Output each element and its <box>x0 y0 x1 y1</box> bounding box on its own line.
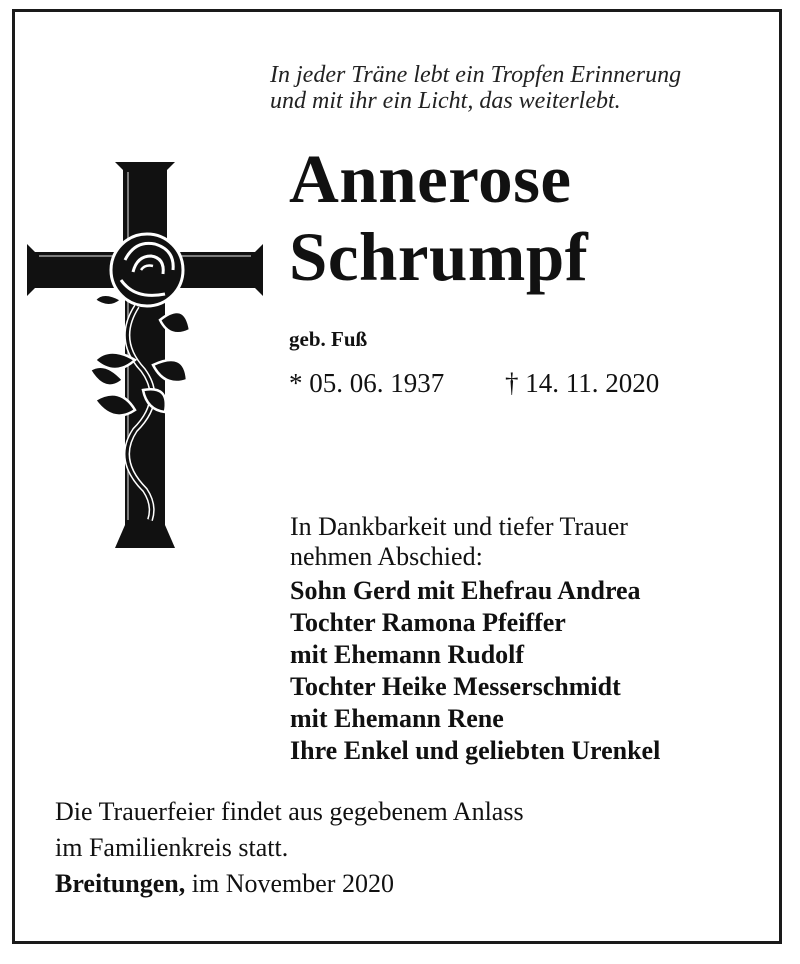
footer-line-2: im Familienkreis statt. <box>55 833 289 862</box>
mourners-list <box>290 575 780 767</box>
funeral-notice <box>55 794 755 902</box>
quote-line-2: und mit ihr ein Licht, das weiterlebt. <box>270 88 621 114</box>
quote-line-1: In jeder Träne lebt ein Tropfen Erinnerung <box>270 62 682 88</box>
deceased-first-name: Annerose <box>289 141 572 217</box>
place-name: Breitungen, <box>55 869 186 898</box>
deceased-last-name: Schrumpf <box>289 219 589 295</box>
mourner-item: mit Ehemann Rene <box>290 704 504 733</box>
mourner-item: Tochter Ramona Pfeiffer <box>290 608 566 637</box>
memorial-quote <box>270 62 770 114</box>
cross-with-rose-icon <box>25 160 265 550</box>
thanks-line-1: In Dankbarkeit und tiefer Trauer <box>290 512 628 541</box>
notice-date: im November 2020 <box>185 869 394 898</box>
mourner-item: Sohn Gerd mit Ehefrau Andrea <box>290 576 641 605</box>
place-date-line <box>55 866 755 902</box>
mourner-item: Tochter Heike Messerschmidt <box>290 672 621 701</box>
birth-date: * 05. 06. 1937 <box>289 368 445 398</box>
mourner-item: mit Ehemann Rudolf <box>290 640 525 669</box>
footer-line-1: Die Trauerfeier findet aus gegebenem Anlass <box>55 797 524 826</box>
mourner-item: Ihre Enkel und geliebten Urenkel <box>290 736 661 765</box>
death-date: † 14. 11. 2020 <box>505 368 660 398</box>
thanks-line-2: nehmen Abschied: <box>290 542 483 571</box>
maiden-name: geb. Fuß <box>289 327 368 351</box>
thanks-text <box>290 512 770 572</box>
